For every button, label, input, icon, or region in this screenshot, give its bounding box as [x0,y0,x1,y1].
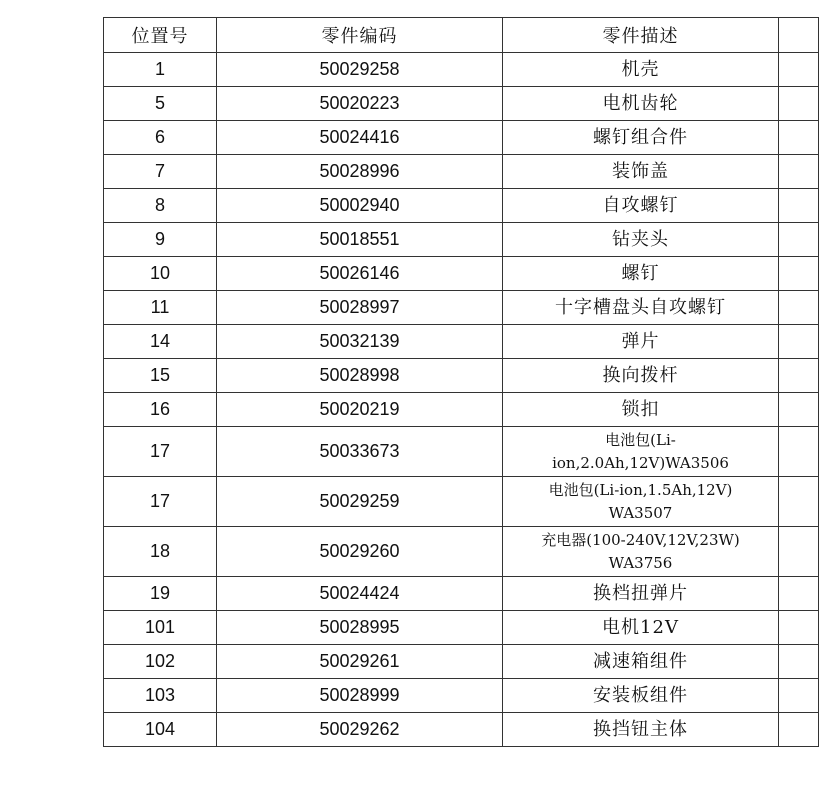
table-row [104,155,819,189]
table-row [104,679,819,713]
extra-cell [779,611,819,645]
extra-cell [779,427,819,477]
position-cell: 1 [104,53,217,87]
position-cell: 102 [104,645,217,679]
table-row [104,87,819,121]
table-row [104,713,819,747]
extra-cell [779,577,819,611]
description-cell: 换向拨杆 [503,359,779,393]
extra-cell [779,359,819,393]
extra-cell [779,53,819,87]
position-cell: 10 [104,257,217,291]
description-cell: 电机齿轮 [503,87,779,121]
position-cell: 17 [104,427,217,477]
extra-cell [779,325,819,359]
extra-cell [779,155,819,189]
part-code-cell: 50028999 [217,679,503,713]
table-row [104,359,819,393]
description-cell: 换档扭弹片 [503,577,779,611]
part-code-cell: 50020223 [217,87,503,121]
table-header-row [104,18,819,53]
description-cell: 安装板组件 [503,679,779,713]
table-row [104,189,819,223]
position-cell: 101 [104,611,217,645]
part-code-cell: 50024416 [217,121,503,155]
column-header-position: 位置号 [104,18,217,53]
part-code-cell: 50002940 [217,189,503,223]
part-code-cell: 50029260 [217,527,503,577]
part-code-cell: 50024424 [217,577,503,611]
extra-cell [779,87,819,121]
table-body [104,53,819,747]
part-code-cell: 50028995 [217,611,503,645]
column-header-part-code: 零件编码 [217,18,503,53]
position-cell: 104 [104,713,217,747]
column-header-description: 零件描述 [503,18,779,53]
extra-cell [779,121,819,155]
extra-cell [779,189,819,223]
position-cell: 15 [104,359,217,393]
description-cell: 螺钉组合件 [503,121,779,155]
part-code-cell: 50028998 [217,359,503,393]
extra-cell [779,291,819,325]
extra-cell [779,257,819,291]
table-row [104,427,819,477]
table-row [104,257,819,291]
table-row [104,577,819,611]
extra-cell [779,477,819,527]
extra-cell [779,393,819,427]
description-cell: 充电器(100-240V,12V,23W) WA3756 [503,527,779,577]
description-cell: 十字槽盘头自攻螺钉 [503,291,779,325]
part-code-cell: 50020219 [217,393,503,427]
extra-cell [779,679,819,713]
position-cell: 9 [104,223,217,257]
position-cell: 6 [104,121,217,155]
extra-cell [779,527,819,577]
position-cell: 5 [104,87,217,121]
description-cell: 电机12V [503,611,779,645]
parts-table [103,17,819,747]
description-cell: 装饰盖 [503,155,779,189]
part-code-cell: 50018551 [217,223,503,257]
parts-list-sheet [103,17,740,769]
table-row [104,645,819,679]
table-row [104,477,819,527]
table-row [104,53,819,87]
table-row [104,527,819,577]
table-row [104,611,819,645]
position-cell: 8 [104,189,217,223]
description-cell: 换挡钮主体 [503,713,779,747]
table-row [104,325,819,359]
description-cell: 减速箱组件 [503,645,779,679]
part-code-cell: 50033673 [217,427,503,477]
position-cell: 19 [104,577,217,611]
extra-cell [779,223,819,257]
part-code-cell: 50029261 [217,645,503,679]
table-row [104,121,819,155]
extra-cell [779,645,819,679]
description-cell: 螺钉 [503,257,779,291]
position-cell: 16 [104,393,217,427]
part-code-cell: 50029262 [217,713,503,747]
part-code-cell: 50028996 [217,155,503,189]
part-code-cell: 50029259 [217,477,503,527]
part-code-cell: 50028997 [217,291,503,325]
description-cell: 机壳 [503,53,779,87]
position-cell: 14 [104,325,217,359]
extra-cell [779,713,819,747]
column-header-extra [779,18,819,53]
position-cell: 103 [104,679,217,713]
description-cell: 电池包(Li-ion,1.5Ah,12V) WA3507 [503,477,779,527]
description-cell: 弹片 [503,325,779,359]
part-code-cell: 50026146 [217,257,503,291]
position-cell: 7 [104,155,217,189]
position-cell: 17 [104,477,217,527]
description-cell: 自攻螺钉 [503,189,779,223]
table-row [104,223,819,257]
part-code-cell: 50032139 [217,325,503,359]
position-cell: 11 [104,291,217,325]
description-cell: 电池包(Li- ion,2.0Ah,12V)WA3506 [503,427,779,477]
position-cell: 18 [104,527,217,577]
table-row [104,291,819,325]
description-cell: 钻夹头 [503,223,779,257]
description-cell: 锁扣 [503,393,779,427]
table-row [104,393,819,427]
part-code-cell: 50029258 [217,53,503,87]
